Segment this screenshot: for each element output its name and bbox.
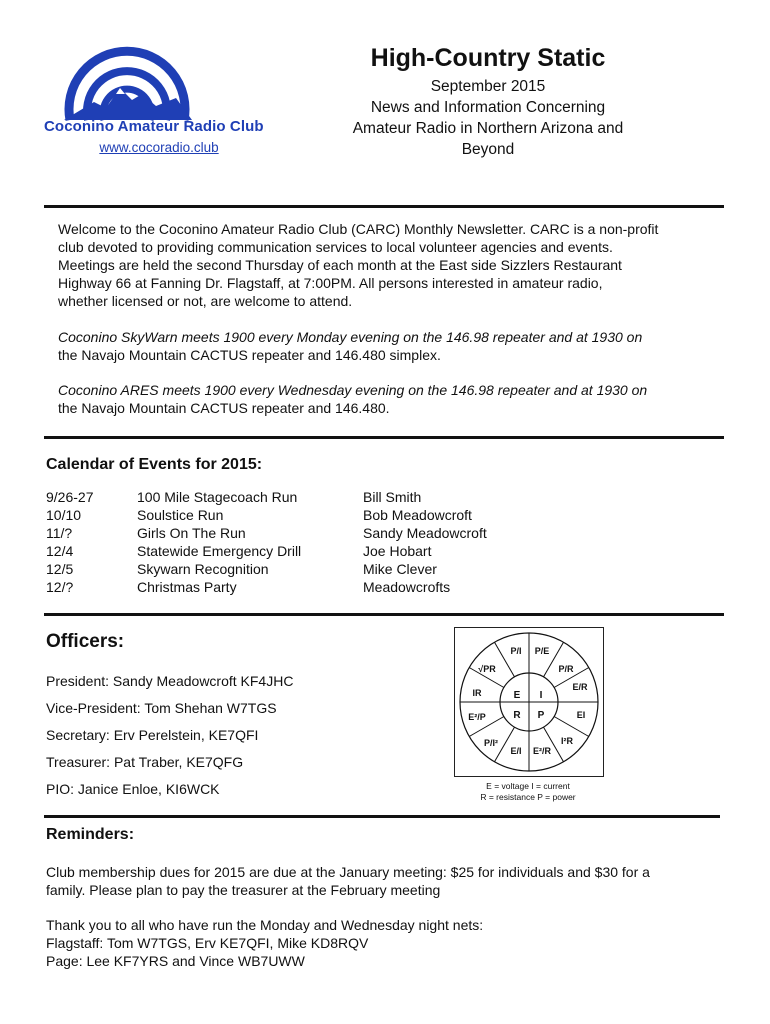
- newsletter-subtitle-line: Amateur Radio in Northern Arizona and: [352, 120, 624, 137]
- intro-line: club devoted to providing communication services to local volunteer agencies and events.: [58, 239, 613, 255]
- wheel-formula: P/I²: [483, 738, 499, 748]
- officer-president: President: Sandy Meadowcroft KF4JHC: [46, 673, 294, 689]
- event-contact: Meadowcrofts: [363, 579, 451, 595]
- calendar-heading: Calendar of Events for 2015:: [46, 456, 263, 473]
- flagstaff-nets: Flagstaff: Tom W7TGS, Erv KE7QFI, Mike KD8RQV: [46, 935, 369, 951]
- intro-line: whether licensed or not, are welcome to attend.: [58, 293, 353, 309]
- skywarn-note-cont: the Navajo Mountain CACTUS repeater and 146.480 simplex.: [58, 347, 441, 363]
- newsletter-subtitle-line: News and Information Concerning: [370, 99, 606, 116]
- event-date: 11/?: [46, 525, 73, 541]
- dues-line: family. Please plan to pay the treasurer at the February meeting: [46, 882, 441, 898]
- intro-line: Welcome to the Coconino Amateur Radio Club (CARC) Monthly Newsletter. CARC is a non-profit: [58, 221, 659, 237]
- wheel-center-r: R: [513, 710, 521, 721]
- event-name: Skywarn Recognition: [137, 561, 269, 577]
- event-name: Statewide Emergency Drill: [137, 543, 302, 559]
- wheel-formula: P/I: [510, 646, 522, 656]
- newsletter-date: September 2015: [430, 78, 546, 95]
- wheel-center-i: I: [539, 690, 543, 701]
- officers-heading: Officers:: [46, 631, 125, 652]
- wheel-formula: E/I: [510, 746, 522, 756]
- intro-line: Highway 66 at Fanning Dr. Flagstaff, at 7:00PM. All persons interested in amateur radio,: [58, 275, 603, 291]
- reminders-heading: Reminders:: [46, 826, 135, 843]
- event-name: Girls On The Run: [137, 525, 246, 541]
- wheel-legend-line: E = voltage I = current: [486, 781, 570, 791]
- officer-vice-president: Vice-President: Tom Shehan W7TGS: [46, 700, 277, 716]
- divider: [44, 205, 724, 208]
- wheel-formula: I²R: [561, 736, 573, 746]
- event-name: Soulstice Run: [137, 507, 224, 523]
- dues-line: Club membership dues for 2015 are due at the January meeting: $25 for individuals and $30 for a: [46, 864, 650, 880]
- wheel-formula: IR: [472, 688, 482, 698]
- wheel-center-p: P: [537, 710, 545, 721]
- ohms-law-wheel: [454, 627, 604, 777]
- wheel-center-e: E: [513, 690, 521, 701]
- club-name: Coconino Amateur Radio Club: [44, 118, 264, 135]
- page-nets: Page: Lee KF7YRS and Vince WB7UWW: [46, 953, 305, 969]
- intro-line: Meetings are held the second Thursday of each month at the East side Sizzlers Restaurant: [58, 257, 622, 273]
- wheel-graphic: [455, 628, 603, 776]
- wheel-formula: E²/R: [533, 746, 551, 756]
- event-contact: Joe Hobart: [363, 543, 432, 559]
- event-contact: Bob Meadowcroft: [363, 507, 472, 523]
- event-contact: Bill Smith: [363, 489, 422, 505]
- event-name: 100 Mile Stagecoach Run: [137, 489, 298, 505]
- newsletter-title: High-Country Static: [370, 44, 606, 72]
- event-date: 12/5: [46, 561, 74, 577]
- wheel-formula: √PR: [478, 664, 496, 674]
- event-date: 9/26-27: [46, 489, 94, 505]
- ares-note: Coconino ARES meets 1900 every Wednesday evening on the 146.98 repeater and at 1930 on: [58, 382, 648, 398]
- wheel-formula: P/E: [534, 646, 550, 656]
- event-date: 10/10: [46, 507, 82, 523]
- event-date: 12/4: [46, 543, 74, 559]
- wheel-formula: E²/P: [468, 712, 486, 722]
- divider: [44, 436, 724, 439]
- skywarn-note: Coconino SkyWarn meets 1900 every Monday evening on the 146.98 repeater and at 1930 on: [58, 329, 643, 345]
- event-name: Christmas Party: [137, 579, 237, 595]
- wheel-formula: P/R: [558, 664, 574, 674]
- officer-pio: PIO: Janice Enloe, KI6WCK: [46, 781, 220, 797]
- wheel-formula: E/R: [572, 682, 588, 692]
- divider: [44, 815, 720, 818]
- newsletter-subtitle-line: Beyond: [461, 141, 515, 158]
- mountain-icon: [64, 88, 192, 120]
- club-website-link[interactable]: www.cocoradio.club: [99, 140, 219, 155]
- wheel-legend-line: R = resistance P = power: [480, 792, 576, 802]
- event-contact: Mike Clever: [363, 561, 437, 577]
- event-date: 12/?: [46, 579, 74, 595]
- officer-treasurer: Treasurer: Pat Traber, KE7QFG: [46, 754, 244, 770]
- thanks-line: Thank you to all who have run the Monday and Wednesday night nets:: [46, 917, 484, 933]
- officer-secretary: Secretary: Erv Perelstein, KE7QFI: [46, 727, 259, 743]
- wheel-formula: EI: [576, 710, 586, 720]
- event-contact: Sandy Meadowcroft: [363, 525, 487, 541]
- divider: [44, 613, 724, 616]
- ares-note-cont: the Navajo Mountain CACTUS repeater and 146.480.: [58, 400, 390, 416]
